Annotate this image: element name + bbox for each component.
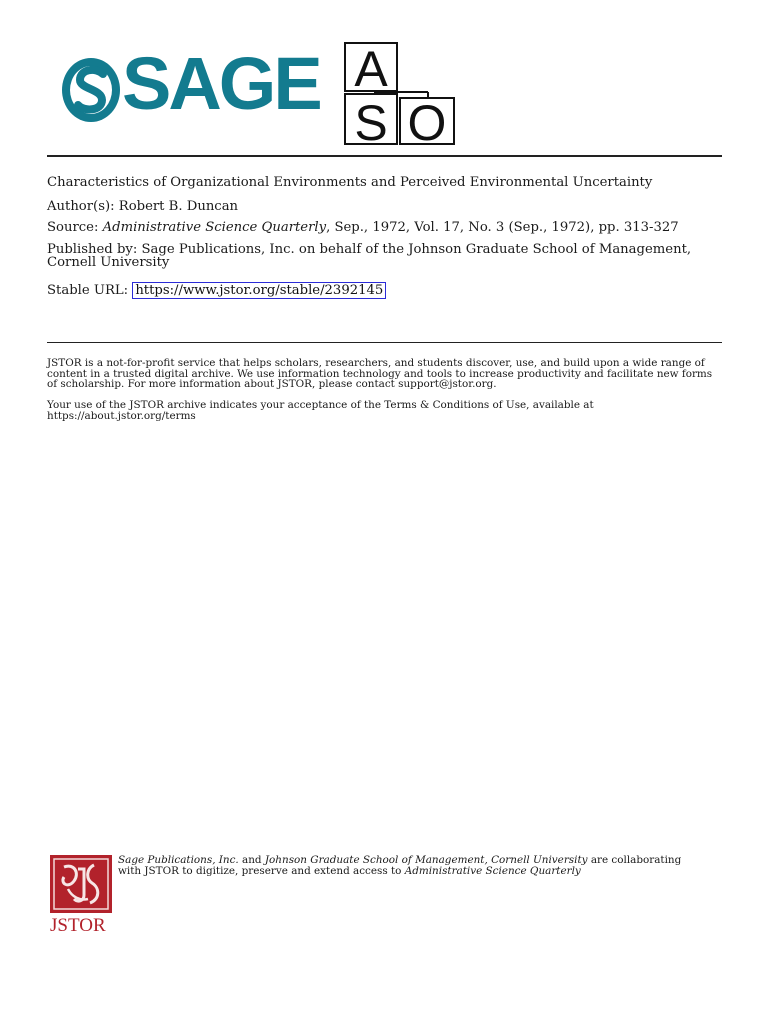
aso-logo-icon — [344, 42, 456, 146]
publisher-line — [47, 243, 717, 270]
stable-url-link[interactable]: https://www.jstor.org/stable/2392145 — [132, 282, 386, 300]
author-line — [47, 200, 717, 214]
publisher-logos — [60, 42, 460, 146]
article-title: Characteristics of Organizational Environments and Perceived Environmental Uncertainty — [47, 175, 653, 190]
jstor-notice: JSTOR is a not-for-profit service that helps scholars, researchers, and students discover, use, and build upon a wide range of content in a trusted digital archive. We use information technology and tools to increase productivity and facilitate new forms of scholarship. For more information about JSTOR, please contact support@jstor.org. — [47, 357, 713, 391]
source-journal: Administrative Science Quarterly — [102, 220, 327, 235]
source-details: , Sep., 1972, Vol. 17, No. 3 (Sep., 1972), pp. 313-327 — [326, 220, 679, 235]
stable-url-line — [47, 282, 717, 300]
header-divider — [47, 155, 722, 157]
sage-s-logo-icon — [60, 54, 122, 124]
article-metadata — [47, 176, 717, 307]
metadata-divider — [47, 342, 722, 343]
collab-text: are collaborating with JSTOR to digitize, preserve and extend access to — [118, 854, 682, 877]
terms-notice: Your use of the JSTOR archive indicates your acceptance of the Terms & Conditions of Use, available at https://about.jstor.org/terms — [47, 399, 594, 422]
author-label: Author(s): — [47, 198, 115, 214]
publisher-name: Sage Publications, Inc. on behalf of the Johnson Graduate School of Management, Cornell University — [47, 241, 692, 270]
collaboration-text — [118, 855, 698, 877]
aso-letter-a: A — [354, 42, 388, 97]
and-word: and — [242, 854, 262, 866]
sage-wordmark: SAGE — [122, 42, 320, 125]
partner-1: Sage Publications, Inc. — [118, 854, 239, 866]
author-name: Robert B. Duncan — [118, 198, 239, 214]
source-label: Source: — [47, 220, 99, 235]
partner-2: Johnson Graduate School of Management, Cornell University — [264, 854, 588, 866]
jstor-wordmark: JSTOR — [50, 915, 106, 936]
source-line — [47, 221, 717, 235]
footer-journal: Administrative Science Quarterly — [404, 864, 581, 877]
published-label: Published by: — [47, 241, 138, 257]
aso-letter-o: O — [407, 95, 447, 146]
footer — [50, 855, 690, 945]
stable-url-label: Stable URL: — [47, 282, 129, 298]
jstor-seal-icon — [50, 855, 112, 913]
aso-letter-s: S — [354, 95, 388, 146]
